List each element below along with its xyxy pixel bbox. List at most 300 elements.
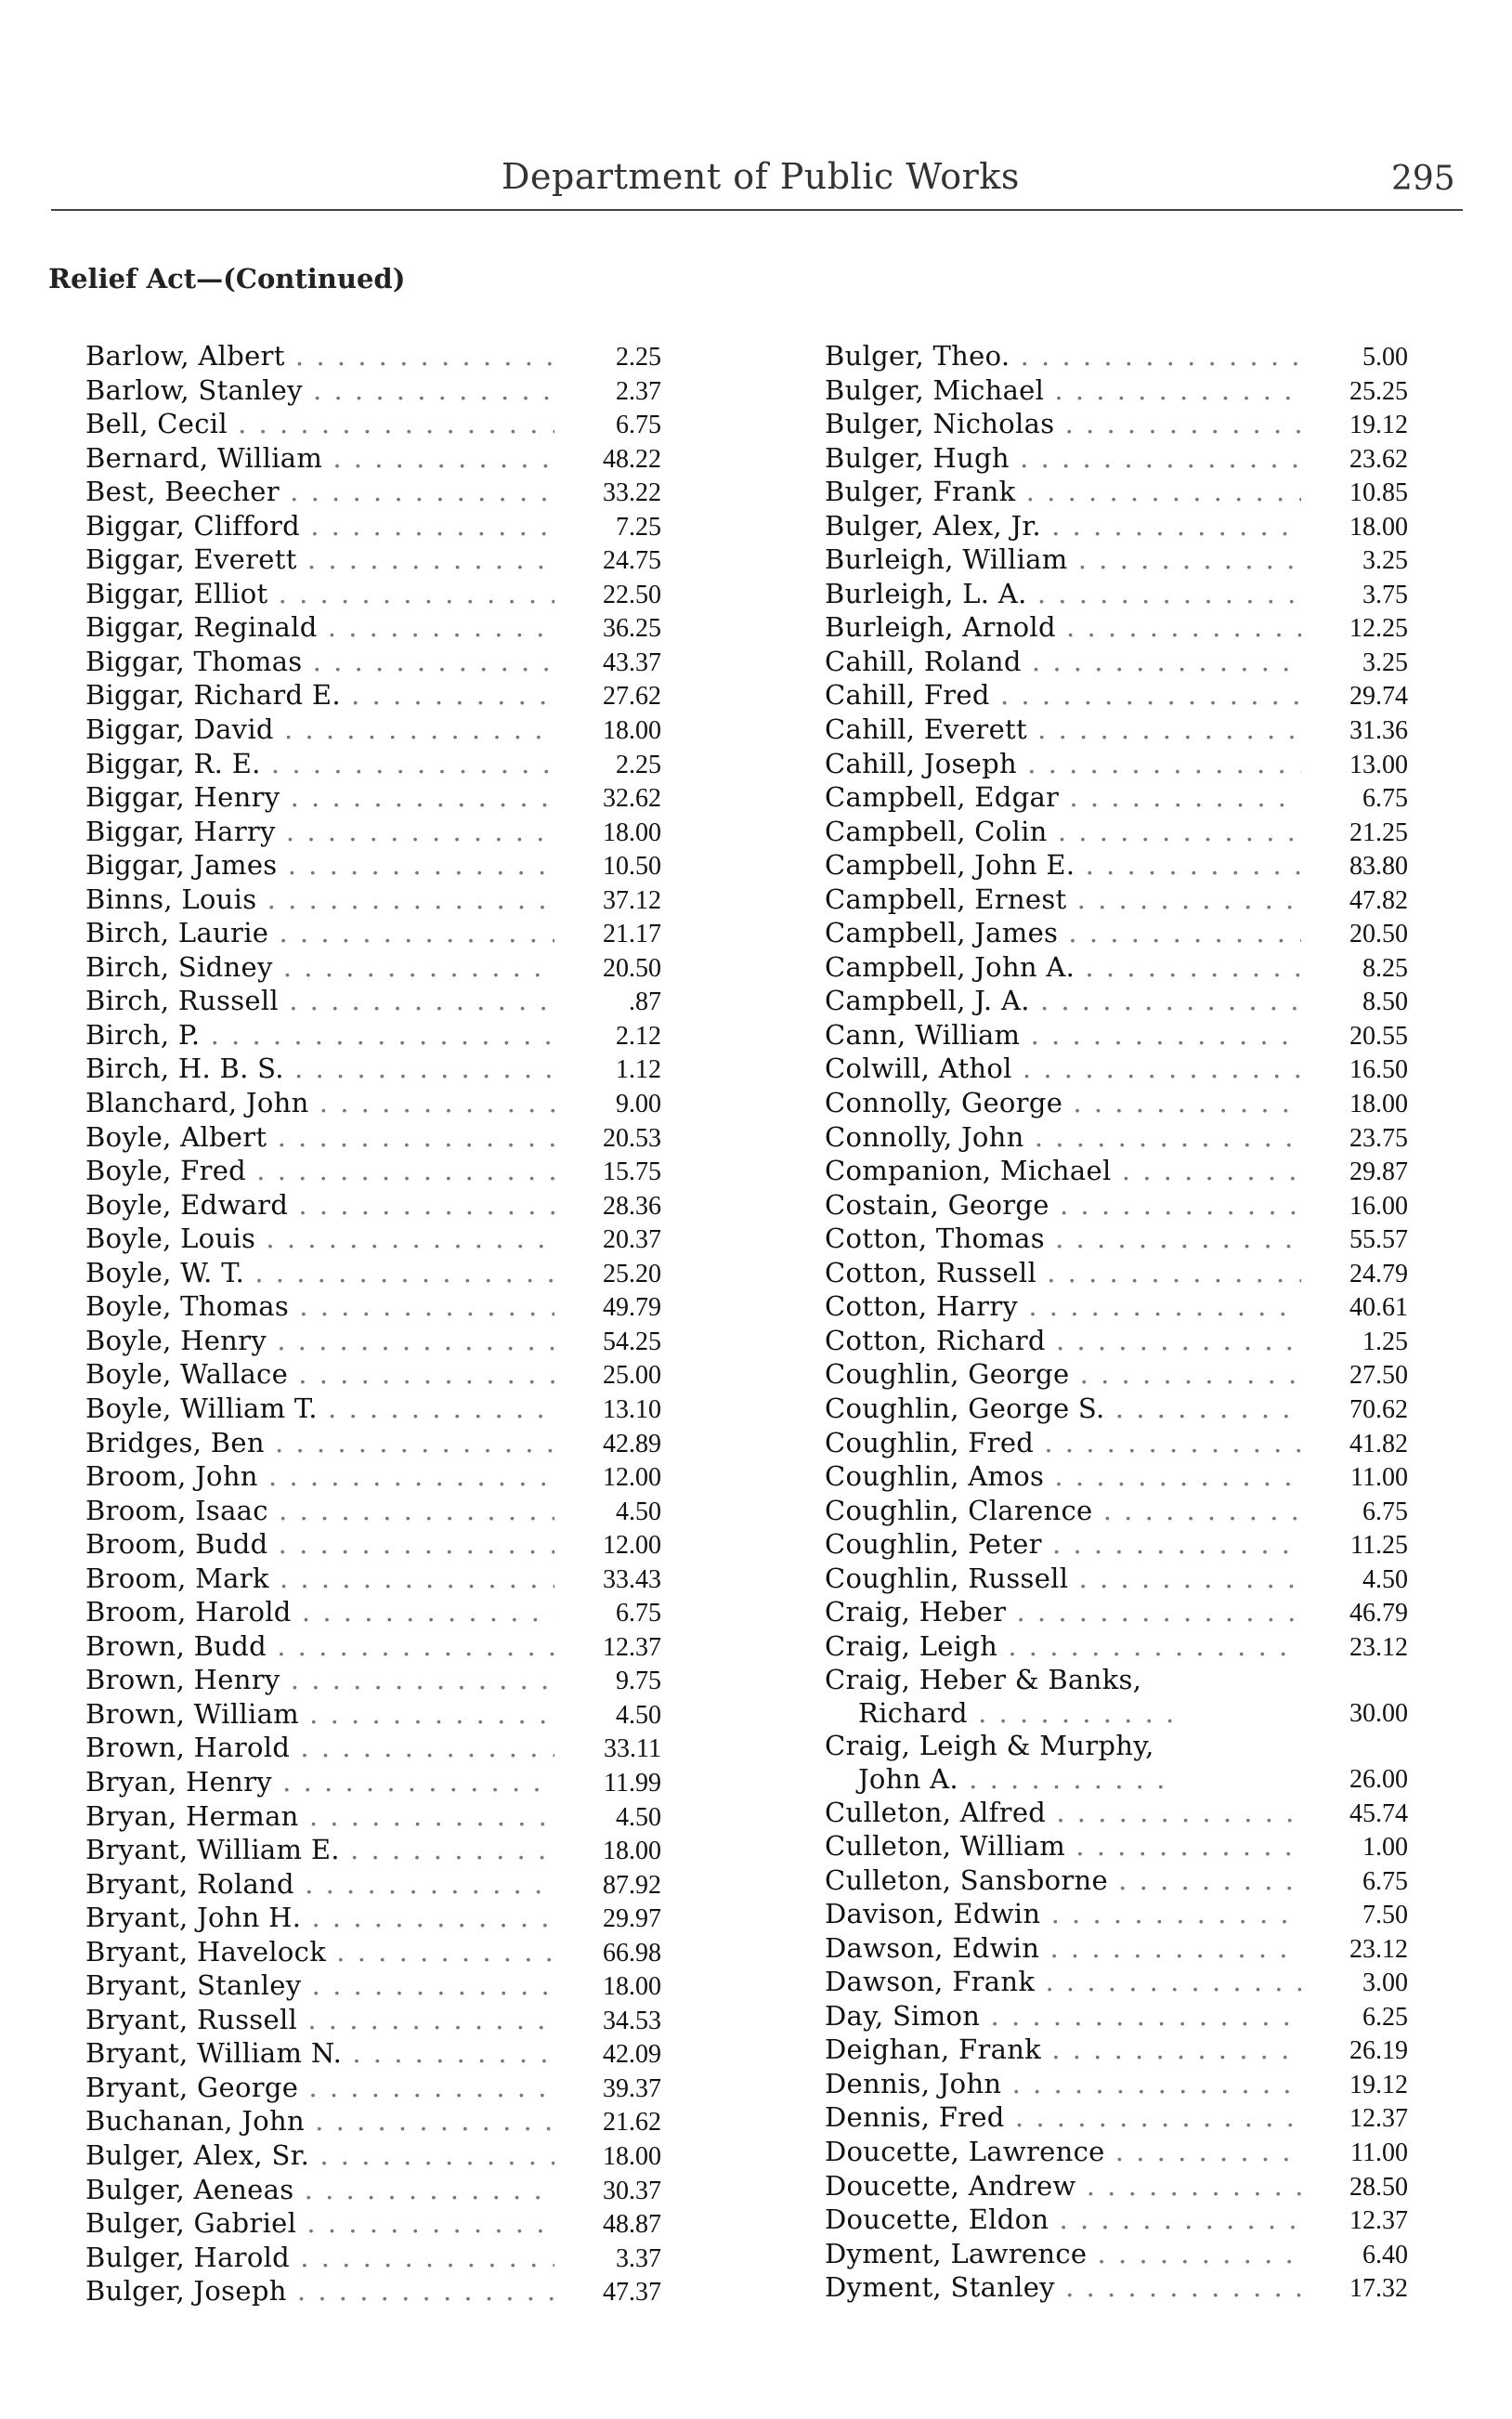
payee-name: Biggar, Clifford . . . — [85, 510, 554, 543]
payee-name: Bulger, Frank . . . — [825, 476, 1301, 509]
list-item — [85, 374, 661, 409]
list-item — [85, 849, 661, 883]
payment-amount: 12.37 — [1349, 2104, 1408, 2134]
payment-amount: 4.50 — [616, 1497, 661, 1526]
payment-amount: .87 — [629, 987, 661, 1017]
list-item — [825, 2170, 1408, 2204]
list-item — [825, 1358, 1408, 1393]
payment-amount: 25.20 — [603, 1259, 661, 1288]
list-item — [825, 646, 1408, 680]
list-item — [825, 408, 1408, 442]
payee-name: Boyle, Thomas . . . — [85, 1290, 554, 1324]
payee-name: Companion, Michael . . . — [825, 1155, 1301, 1188]
list-item — [825, 1257, 1408, 1291]
payee-name: Bryant, George . . . — [85, 2072, 554, 2105]
list-item — [825, 713, 1408, 748]
payment-amount: 27.62 — [603, 682, 661, 712]
payee-name: Bulger, Nicholas . . . — [825, 408, 1301, 441]
payment-amount: 24.75 — [603, 546, 661, 576]
payment-amount: 37.12 — [603, 885, 661, 915]
payment-amount: 12.25 — [1349, 614, 1408, 644]
list-item — [825, 1830, 1408, 1864]
list-item — [825, 340, 1408, 374]
payment-amount: 33.43 — [603, 1564, 661, 1594]
payee-name: Connolly, John . . . — [825, 1121, 1301, 1155]
list-item — [825, 2136, 1408, 2170]
payee-name: Craig, Heber . . . — [825, 1596, 1301, 1629]
list-item — [85, 476, 661, 510]
list-item — [85, 748, 661, 782]
payee-name: Bryant, Russell . . . — [85, 2004, 554, 2037]
payment-amount: 3.00 — [1362, 1968, 1408, 1998]
payment-amount: 42.09 — [603, 2040, 661, 2070]
payee-name: Campbell, John E. . . . — [825, 849, 1301, 883]
list-item — [85, 1495, 661, 1529]
payee-name: Cotton, Thomas . . . — [825, 1223, 1301, 1256]
payee-name: Biggar, Henry . . . — [85, 781, 554, 815]
list-item — [85, 816, 661, 850]
section-heading: Relief Act—(Continued) — [48, 263, 406, 294]
payment-amount: 8.50 — [1362, 987, 1408, 1017]
right-column-list — [825, 340, 1408, 2306]
running-title: Department of Public Works — [502, 156, 1020, 197]
payment-amount: 27.50 — [1349, 1361, 1408, 1391]
payee-name: Cotton, Harry . . . — [825, 1290, 1301, 1324]
payee-name-line: Craig, Heber & Banks, — [825, 1664, 1142, 1696]
payment-amount: 6.75 — [1362, 1866, 1408, 1896]
payment-amount: 30.37 — [603, 2176, 661, 2205]
payee-name: Cahill, Joseph . . . — [825, 748, 1301, 781]
list-item — [85, 510, 661, 544]
list-item — [85, 1053, 661, 1087]
list-item — [825, 543, 1408, 578]
payee-name: Campbell, Edgar . . . — [825, 781, 1301, 815]
list-item — [85, 985, 661, 1019]
payment-amount: 23.75 — [1349, 1123, 1408, 1153]
payment-amount: 7.25 — [616, 512, 661, 542]
list-item — [825, 883, 1408, 918]
payment-amount: 18.00 — [603, 716, 661, 746]
payee-name: Bulger, Michael . . . — [825, 374, 1301, 408]
payment-amount: 6.75 — [616, 1599, 661, 1628]
payee-name: Coughlin, Fred . . . — [825, 1427, 1301, 1460]
payee-name: Doucette, Eldon . . . — [825, 2203, 1301, 2237]
payment-amount: 25.00 — [603, 1361, 661, 1391]
payment-amount: 48.22 — [603, 444, 661, 474]
payment-amount: 5.00 — [1362, 343, 1408, 372]
payee-name: Dawson, Edwin . . . — [825, 1932, 1301, 1966]
list-item — [85, 1155, 661, 1189]
payment-amount: 11.00 — [1350, 2138, 1408, 2167]
payee-name: Cahill, Everett . . . — [825, 713, 1301, 747]
payee-name-line: Craig, Leigh & Murphy, — [825, 1730, 1154, 1762]
payee-name: Cotton, Richard . . . — [825, 1325, 1301, 1358]
payee-name: Cotton, Russell . . . — [825, 1257, 1301, 1290]
list-item — [85, 1257, 661, 1291]
payment-amount: 18.00 — [603, 2141, 661, 2171]
header-rule — [51, 209, 1463, 211]
payee-name: Biggar, David . . . — [85, 713, 554, 747]
payee-name: Bulger, Hugh . . . — [825, 442, 1301, 476]
list-item — [825, 1932, 1408, 1967]
list-item — [85, 1460, 661, 1495]
list-item — [825, 1864, 1408, 1899]
payee-name: Costain, George . . . — [825, 1189, 1301, 1223]
payment-amount: 18.00 — [603, 817, 661, 847]
payee-name: Barlow, Albert . . . — [85, 340, 554, 373]
payment-amount: 43.37 — [603, 647, 661, 677]
payee-name: Biggar, James . . . — [85, 849, 554, 883]
payee-name: Cann, William . . . — [825, 1019, 1301, 1053]
list-item — [825, 1460, 1408, 1495]
payee-name: Bulger, Joseph . . . — [85, 2275, 554, 2308]
payee-name: Bell, Cecil . . . — [85, 408, 554, 441]
payment-amount: 6.75 — [616, 411, 661, 440]
payee-name: Culleton, William . . . — [825, 1830, 1301, 1863]
payment-amount: 4.50 — [616, 1700, 661, 1730]
payment-amount: 34.53 — [603, 2006, 661, 2035]
payee-name: Bulger, Aeneas . . . — [85, 2174, 554, 2207]
list-item — [825, 1495, 1408, 1529]
payment-amount: 54.25 — [603, 1327, 661, 1356]
payment-amount: 12.00 — [603, 1463, 661, 1493]
list-item — [825, 1393, 1408, 1427]
payee-name: Bernard, William . . . — [85, 442, 554, 476]
list-item — [85, 781, 661, 816]
payee-name: Burleigh, L. A. . . . — [825, 578, 1301, 611]
payee-name: Doucette, Lawrence . . . — [825, 2136, 1301, 2169]
payee-name: Bryan, Henry . . . — [85, 1766, 554, 1799]
list-item — [85, 951, 661, 986]
payee-name: Blanchard, John . . . — [85, 1087, 554, 1120]
payment-amount: 17.32 — [1349, 2274, 1408, 2304]
payee-name: Coughlin, George . . . — [825, 1358, 1301, 1392]
payee-name: Binns, Louis . . . — [85, 883, 554, 917]
payee-name: Broom, Isaac . . . — [85, 1495, 554, 1528]
list-item — [85, 883, 661, 918]
payment-amount: 4.50 — [1362, 1564, 1408, 1594]
list-item — [825, 1087, 1408, 1121]
payee-name: Coughlin, Peter . . . — [825, 1528, 1301, 1562]
payee-name: Craig, Leigh . . . — [825, 1630, 1301, 1664]
payment-amount: 1.25 — [1362, 1327, 1408, 1356]
payee-name: Boyle, Louis . . . — [85, 1223, 554, 1256]
payment-amount: 41.82 — [1349, 1429, 1408, 1458]
payee-name: Birch, Russell . . . — [85, 985, 554, 1018]
payment-amount: 31.36 — [1349, 716, 1408, 746]
payment-amount: 25.25 — [1349, 376, 1408, 406]
payment-amount: 23.12 — [1349, 1934, 1408, 1964]
payee-name: Biggar, R. E. . . . — [85, 748, 554, 781]
payment-amount: 21.62 — [603, 2108, 661, 2138]
list-item — [825, 2033, 1408, 2068]
list-item — [85, 1936, 661, 1970]
payment-amount: 20.50 — [1349, 920, 1408, 949]
list-item — [825, 1427, 1408, 1461]
payment-amount: 39.37 — [603, 2073, 661, 2103]
payment-amount: 70.62 — [1349, 1394, 1408, 1424]
payee-name: Bulger, Alex, Sr. . . . — [85, 2139, 554, 2173]
list-item — [85, 1698, 661, 1733]
payee-name: Boyle, Edward . . . — [85, 1189, 554, 1223]
payee-name: Bulger, Harold . . . — [85, 2242, 554, 2275]
payee-name: Culleton, Sansborne . . . — [825, 1864, 1301, 1898]
payee-name: Connolly, George . . . — [825, 1087, 1301, 1120]
list-item — [825, 951, 1408, 986]
list-item — [825, 1966, 1408, 2000]
payee-name: Bryant, Stanley . . . — [85, 1969, 554, 2003]
list-item — [825, 1630, 1408, 1665]
payment-amount: 12.00 — [603, 1531, 661, 1561]
list-item — [825, 1121, 1408, 1156]
payment-amount: 48.87 — [603, 2210, 661, 2240]
payee-name — [825, 1664, 1301, 1730]
payee-name: Boyle, Henry . . . — [85, 1325, 554, 1358]
payment-amount: 45.74 — [1349, 1798, 1408, 1828]
payee-name-continuation: Richard . . . — [825, 1697, 1301, 1731]
payment-amount: 18.00 — [603, 1837, 661, 1866]
payee-name: Birch, H. B. S. . . . — [85, 1053, 554, 1086]
list-item — [85, 1596, 661, 1630]
list-item — [825, 1053, 1408, 1087]
payment-amount: 6.25 — [1362, 2002, 1408, 2032]
payee-name: Boyle, Wallace . . . — [85, 1358, 554, 1392]
payment-amount: 15.75 — [603, 1157, 661, 1187]
payee-name: Bulger, Gabriel . . . — [85, 2207, 554, 2241]
payee-name: Barlow, Stanley . . . — [85, 374, 554, 408]
list-item — [825, 1797, 1408, 1831]
payee-name: Campbell, Colin . . . — [825, 816, 1301, 849]
payee-name: Bryant, William N. . . . — [85, 2037, 554, 2071]
payment-amount: 32.62 — [603, 784, 661, 814]
list-item — [85, 1223, 661, 1257]
payee-name: Coughlin, Clarence . . . — [825, 1495, 1301, 1528]
list-item — [85, 1563, 661, 1597]
list-item — [85, 1290, 661, 1325]
payment-amount: 33.11 — [604, 1734, 661, 1764]
payment-amount: 29.74 — [1349, 682, 1408, 712]
payment-amount: 23.12 — [1349, 1632, 1408, 1662]
payee-name: Campbell, J. A. . . . — [825, 985, 1301, 1018]
payment-amount: 2.37 — [616, 376, 661, 406]
payment-amount: 10.50 — [603, 852, 661, 882]
list-item — [825, 2000, 1408, 2034]
payment-amount: 3.25 — [1362, 647, 1408, 677]
payee-name: Biggar, Harry . . . — [85, 816, 554, 849]
payment-amount: 19.12 — [1349, 411, 1408, 440]
list-item — [85, 543, 661, 578]
list-item — [85, 340, 661, 374]
payee-name: Bulger, Theo. . . . — [825, 340, 1301, 373]
list-item — [85, 1325, 661, 1359]
payee-name: Biggar, Thomas . . . — [85, 646, 554, 679]
payment-amount: 9.00 — [616, 1090, 661, 1119]
list-item — [85, 2004, 661, 2038]
payment-amount: 24.79 — [1349, 1259, 1408, 1288]
list-item — [85, 578, 661, 612]
page-number: 295 — [1391, 160, 1455, 198]
payment-amount: 6.75 — [1362, 1497, 1408, 1526]
list-item — [825, 1563, 1408, 1597]
payment-amount: 66.98 — [603, 1938, 661, 1968]
payment-amount: 87.92 — [603, 1870, 661, 1900]
payee-name: Coughlin, Amos . . . — [825, 1460, 1301, 1494]
list-item — [85, 1427, 661, 1461]
list-item — [85, 1834, 661, 1868]
list-item — [85, 2242, 661, 2276]
list-item — [825, 1596, 1408, 1630]
list-item — [825, 1730, 1408, 1796]
list-item — [85, 1121, 661, 1156]
list-item — [85, 2275, 661, 2309]
payee-name: Buchanan, John . . . — [85, 2105, 554, 2138]
payment-amount: 8.25 — [1362, 953, 1408, 983]
payment-amount: 47.37 — [603, 2278, 661, 2308]
payee-name: Bridges, Ben . . . — [85, 1427, 554, 1460]
payment-amount: 55.57 — [1349, 1225, 1408, 1255]
list-item — [825, 1223, 1408, 1257]
page-header — [0, 0, 1512, 214]
payee-name: Dawson, Frank . . . — [825, 1966, 1301, 1999]
payment-amount: 29.97 — [603, 1904, 661, 1934]
payment-amount: 19.12 — [1349, 2070, 1408, 2099]
list-item — [825, 816, 1408, 850]
payee-name: Broom, Budd . . . — [85, 1528, 554, 1562]
list-item — [825, 1325, 1408, 1359]
list-item — [825, 2271, 1408, 2306]
payment-amount: 20.50 — [603, 953, 661, 983]
list-item — [85, 1800, 661, 1835]
payee-name: Birch, Laurie . . . — [85, 917, 554, 950]
payment-amount: 47.82 — [1349, 885, 1408, 915]
list-item — [85, 713, 661, 748]
payee-name: Coughlin, Russell . . . — [825, 1563, 1301, 1596]
payment-amount: 18.00 — [1349, 1090, 1408, 1119]
payment-amount: 11.99 — [604, 1768, 661, 1798]
payee-name: Biggar, Reginald . . . — [85, 611, 554, 645]
payee-name: Burleigh, Arnold . . . — [825, 611, 1301, 645]
payee-name: Boyle, Fred . . . — [85, 1155, 554, 1188]
payee-name: Brown, Henry . . . — [85, 1664, 554, 1697]
payee-name: Birch, P. . . . — [85, 1019, 554, 1053]
payee-name: Brown, Budd . . . — [85, 1630, 554, 1664]
list-item — [825, 2203, 1408, 2238]
payee-name: Boyle, William T. . . . — [85, 1393, 554, 1426]
list-item — [825, 917, 1408, 951]
list-item — [85, 1969, 661, 2004]
payment-amount: 28.36 — [603, 1191, 661, 1221]
list-item — [825, 2238, 1408, 2272]
payment-amount: 21.25 — [1349, 817, 1408, 847]
payment-amount: 29.87 — [1349, 1157, 1408, 1187]
payee-name: Biggar, Elliot . . . — [85, 578, 554, 611]
list-item — [85, 1528, 661, 1563]
payment-amount: 10.85 — [1349, 478, 1408, 508]
payment-amount: 28.50 — [1349, 2172, 1408, 2202]
payment-amount: 42.89 — [603, 1429, 661, 1458]
list-item — [825, 2068, 1408, 2102]
payment-amount: 20.37 — [603, 1225, 661, 1255]
list-item — [85, 2072, 661, 2106]
payment-amount: 7.50 — [1362, 1901, 1408, 1930]
payment-amount: 40.61 — [1349, 1293, 1408, 1323]
payment-amount: 2.12 — [616, 1021, 661, 1051]
payee-name: Colwill, Athol . . . — [825, 1053, 1301, 1086]
payee-name: Bryant, Havelock . . . — [85, 1936, 554, 1969]
payment-amount: 20.53 — [603, 1123, 661, 1153]
payment-amount: 4.50 — [616, 1802, 661, 1832]
list-item — [85, 1630, 661, 1665]
payment-amount: 13.10 — [603, 1394, 661, 1424]
list-item — [825, 1019, 1408, 1053]
payment-amount: 20.55 — [1349, 1021, 1408, 1051]
list-item — [825, 1898, 1408, 1932]
list-item — [825, 442, 1408, 477]
payment-amount: 22.50 — [603, 580, 661, 609]
payee-name: Dennis, Fred . . . — [825, 2101, 1301, 2135]
list-item — [825, 2101, 1408, 2136]
payment-amount: 18.00 — [1349, 512, 1408, 542]
left-column-list — [85, 340, 661, 2309]
list-item — [85, 1393, 661, 1427]
payment-amount: 11.00 — [1350, 1463, 1408, 1493]
payee-name — [825, 1730, 1301, 1796]
payee-name: Dennis, John . . . — [825, 2068, 1301, 2101]
list-item — [85, 1189, 661, 1223]
payee-name: Brown, William . . . — [85, 1698, 554, 1732]
payee-name: Brown, Harold . . . — [85, 1732, 554, 1765]
payment-amount: 12.37 — [1349, 2206, 1408, 2236]
payee-name: Boyle, Albert . . . — [85, 1121, 554, 1155]
list-item — [825, 374, 1408, 409]
payee-name: Bulger, Alex, Jr. . . . — [825, 510, 1301, 543]
payee-name: Bryant, Roland . . . — [85, 1868, 554, 1902]
list-item — [85, 2105, 661, 2139]
payee-name: Cahill, Fred . . . — [825, 679, 1301, 713]
payee-name: Broom, Harold . . . — [85, 1596, 554, 1629]
payee-name: Broom, John . . . — [85, 1460, 554, 1494]
payee-name: Biggar, Everett . . . — [85, 543, 554, 577]
payee-name: Doucette, Andrew . . . — [825, 2170, 1301, 2203]
list-item — [825, 578, 1408, 612]
list-item — [85, 1902, 661, 1936]
list-item — [825, 748, 1408, 782]
payment-amount: 13.00 — [1349, 750, 1408, 779]
list-item — [825, 1290, 1408, 1325]
payee-name-continuation: John A. . . . — [825, 1763, 1301, 1797]
payee-name: Campbell, Ernest . . . — [825, 883, 1301, 917]
payment-amount: 2.25 — [616, 750, 661, 779]
payment-amount: 49.79 — [603, 1293, 661, 1323]
list-item — [85, 1358, 661, 1393]
list-item — [825, 611, 1408, 646]
payment-amount: 11.25 — [1350, 1531, 1408, 1561]
payment-amount: 6.40 — [1362, 2240, 1408, 2269]
payment-amount: 1.12 — [616, 1055, 661, 1085]
payment-amount: 16.00 — [1349, 1191, 1408, 1221]
list-item — [85, 2174, 661, 2208]
list-item — [85, 646, 661, 680]
payee-name: Dyment, Stanley . . . — [825, 2271, 1301, 2305]
list-item — [85, 442, 661, 477]
payment-amount: 3.25 — [1362, 546, 1408, 576]
payee-name: Broom, Mark . . . — [85, 1563, 554, 1596]
list-item — [825, 476, 1408, 510]
payee-name: Bryan, Herman . . . — [85, 1800, 554, 1834]
payment-amount: 6.75 — [1362, 784, 1408, 814]
payee-name: Burleigh, William . . . — [825, 543, 1301, 577]
payment-amount: 9.75 — [616, 1667, 661, 1696]
